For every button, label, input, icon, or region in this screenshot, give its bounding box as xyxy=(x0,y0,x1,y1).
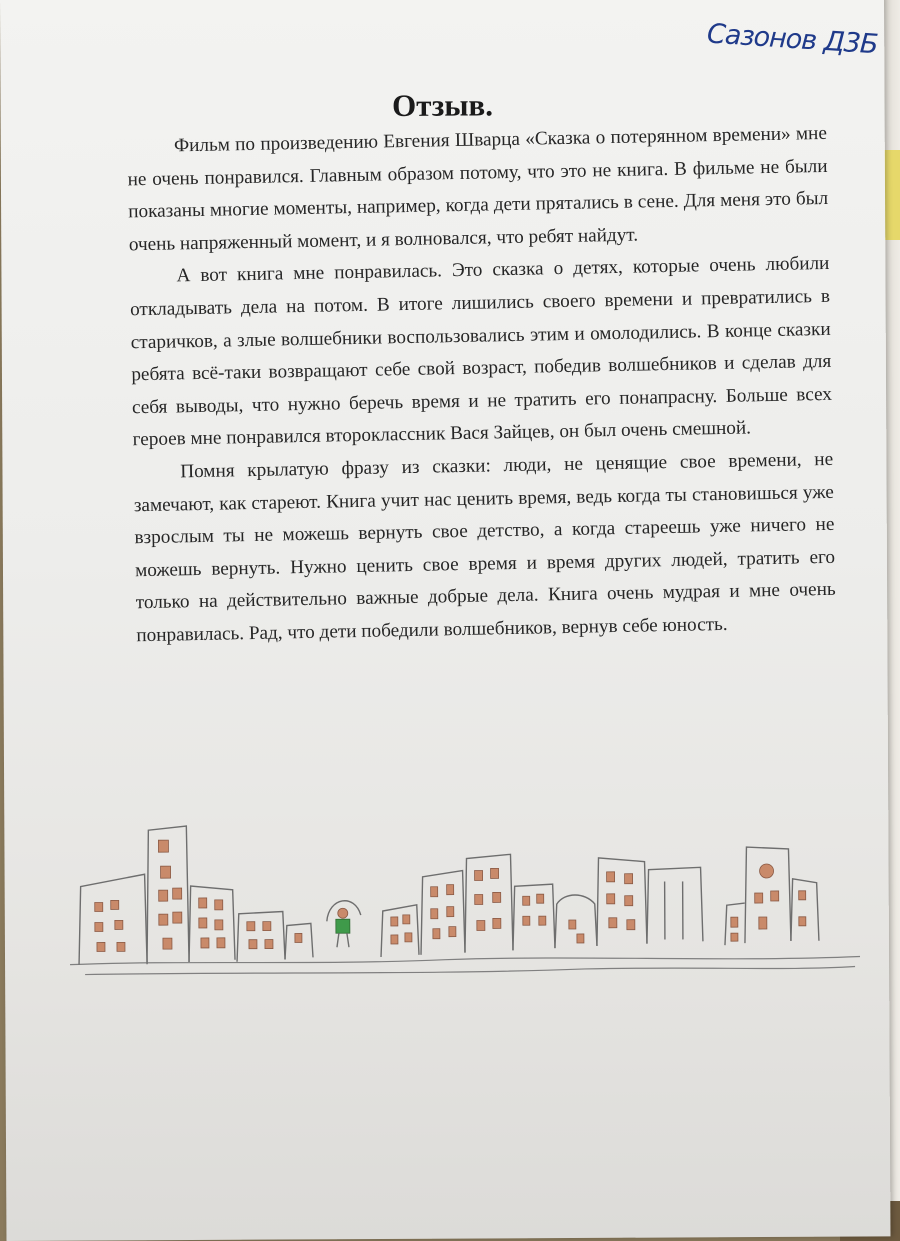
building xyxy=(421,871,465,955)
building xyxy=(647,867,703,943)
building xyxy=(555,895,597,948)
handwritten-signature: Сазонов Д3Б xyxy=(706,18,879,61)
building xyxy=(464,854,513,952)
paragraph-1: Фильм по произведению Евгения Шварца «Сказка о потерянном времени» мне не очень понравился. Главным образом потому, что это не книга. В фильме не были показаны многие моменты, например, когда дети прятались в сене. Для меня это был очень напряженный момент, и я волновался, что ребят найдут. xyxy=(127,122,829,256)
building xyxy=(189,886,235,962)
building xyxy=(744,847,791,943)
building xyxy=(237,912,285,962)
building xyxy=(725,903,745,945)
building xyxy=(513,884,555,950)
city-skyline-drawing xyxy=(64,810,865,984)
building xyxy=(381,905,419,957)
paragraph-3: Помня крылатую фразу из сказки: люди, не ценящие свое времени, не замечают, как стареют. Книга учит нас ценить время, ведь когда ты становишься уже взрослым ты не можешь вернуть свое детство, а когда стареешь уже ничего не можешь вернуть. Нужно ценить свое время и время других людей, тратить его только на действительно важные добрые дела. Книга очень мудрая и мне очень понравилась. Рад, что дети победили волшебников, вернув себе юность. xyxy=(133,448,836,647)
building xyxy=(597,858,647,946)
child-figure xyxy=(327,901,361,948)
ground-line-2 xyxy=(85,967,855,975)
review-body xyxy=(127,118,837,653)
building xyxy=(285,923,313,959)
paragraph-2: А вот книга мне понравилась. Это сказка о детях, которые очень любили откладывать дела на потом. В итоге лишились своего времени и превратились в старичков, а злые волшебники воспользовались этим и омолодились. В конце сказки ребята всё-таки возвращают себе свой возраст, победив волшебников и сделав для себя выводы, что нужно беречь время и не тратить его понапрасну. Больше всех героев мне понравился второклассник Вася Зайцев, он был очень смешной. xyxy=(129,253,833,451)
building xyxy=(79,874,147,964)
building xyxy=(146,826,189,964)
building xyxy=(791,879,819,941)
document-title: Отзыв. xyxy=(392,87,494,123)
